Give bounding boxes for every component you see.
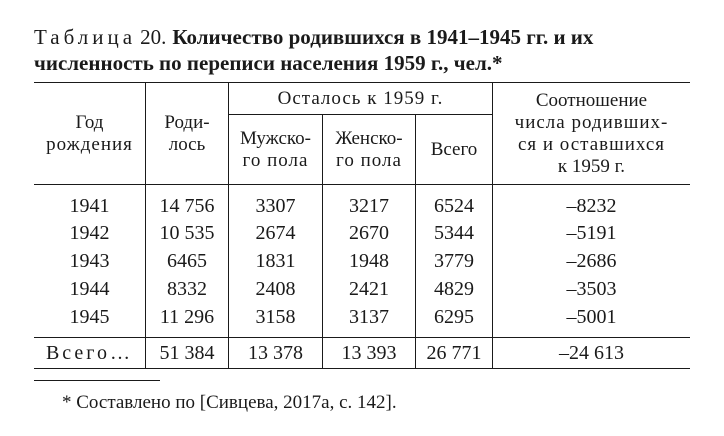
cell-year: 1945 (69, 306, 110, 328)
caption-line-1 (34, 24, 694, 50)
footnote: * Составлено по [Сивцева, 2017а, с. 142]. (62, 392, 397, 413)
cell-year: 1944 (69, 278, 110, 300)
cell-born: 14 756 (159, 195, 215, 217)
cell-born: 10 535 (159, 222, 215, 244)
cell-male: 2408 (255, 278, 296, 300)
cell-male: 2674 (255, 222, 296, 244)
cell-male: 3307 (255, 195, 296, 217)
cell-ratio: –8232 (566, 195, 617, 217)
cell-total: 6524 (434, 195, 474, 217)
cell-ratio: –5001 (566, 306, 617, 328)
table-bottom-rule (34, 368, 690, 369)
totals-ratio: –24 613 (559, 341, 624, 364)
cell-ratio: –3503 (566, 278, 617, 300)
cell-born: 11 296 (159, 306, 215, 328)
footnote-rule (34, 380, 160, 381)
header-bottom-rule (34, 184, 690, 185)
header-female: Женско- го пола (335, 127, 403, 171)
cell-total: 5344 (434, 222, 474, 244)
caption-title-line-2: численность по переписи населения 1959 г., чел.* (34, 51, 503, 75)
cell-born: 8332 (167, 278, 207, 300)
cell-male: 3158 (255, 306, 296, 328)
cell-male: 1831 (255, 250, 296, 272)
cell-year: 1942 (69, 222, 110, 244)
cell-female: 3137 (349, 306, 389, 328)
cell-female: 2670 (349, 222, 389, 244)
header-remaining: Осталось к 1959 г. (277, 87, 444, 109)
cell-ratio: –5191 (566, 222, 617, 244)
totals-born: 51 384 (159, 341, 215, 364)
header-ratio: Соотношение числа родивших- ся и оставшихся к 1959 г. (514, 89, 669, 177)
cell-year: 1941 (69, 195, 110, 217)
cell-female: 3217 (349, 195, 389, 217)
table-caption (34, 24, 694, 76)
cell-total: 4829 (434, 278, 474, 300)
caption-number: 20. (140, 25, 167, 49)
totals-label: Всего… (45, 341, 134, 364)
totals-total: 26 771 (426, 341, 482, 364)
header-born: Роди- лось (164, 111, 210, 155)
cell-total: 3779 (434, 250, 474, 272)
totals-male: 13 378 (248, 341, 303, 364)
cell-total: 6295 (434, 306, 474, 328)
header-total: Всего (430, 138, 478, 160)
cell-ratio: –2686 (566, 250, 617, 272)
cell-year: 1943 (69, 250, 110, 272)
caption-label: Таблица (34, 25, 137, 49)
cell-female: 1948 (349, 250, 389, 272)
header-male: Мужско- го пола (240, 127, 311, 171)
caption-title-line-1: Количество родившихся в 1941–1945 гг. и их (172, 25, 594, 49)
cell-female: 2421 (349, 278, 389, 300)
cell-born: 6465 (167, 250, 207, 272)
header-birth-year: Год рождения (46, 111, 133, 155)
totals-female: 13 393 (341, 341, 397, 364)
